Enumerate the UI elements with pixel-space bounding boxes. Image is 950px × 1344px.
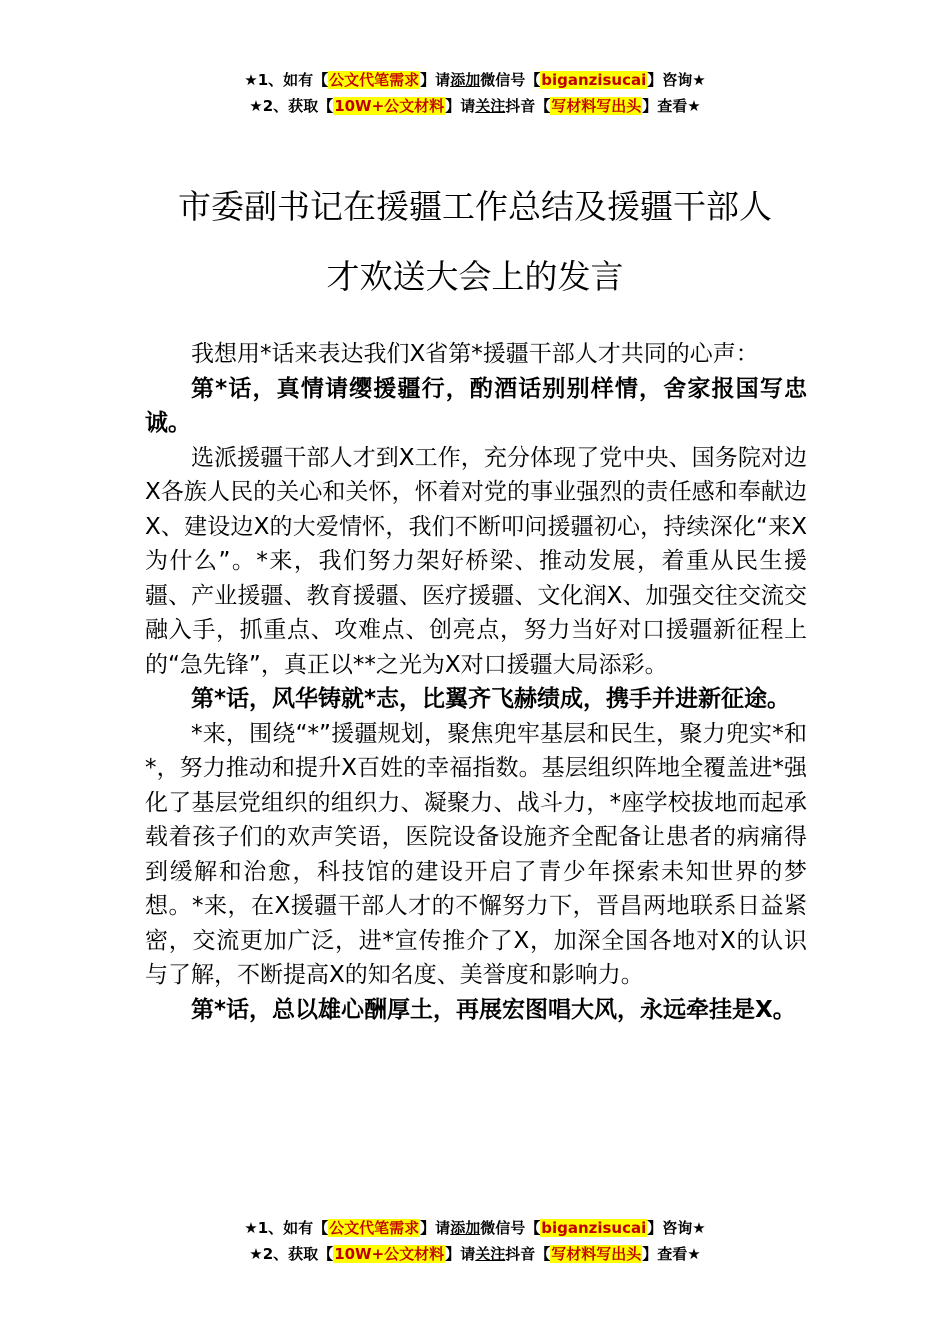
banner-text: 2、获取【 [262,97,334,115]
paragraph: 我想用*话来表达我们X省第*援疆干部人才共同的心声： [191,341,759,367]
highlight-wechat: biganzisucai [541,71,647,89]
highlight-material: 10W+公文材料 [334,97,445,115]
banner-text: 】请 [445,97,476,115]
banner-text: 微信号【 [480,1219,541,1237]
highlight-need: 公文代笔需求 [329,71,420,89]
banner-text: 1、如有【 [257,71,329,89]
underline-add: 添加 [450,71,481,89]
banner-text: 2、获取【 [262,1245,334,1263]
highlight-need: 公文代笔需求 [329,1219,420,1237]
star-icon: ★ [244,71,258,89]
document-title [140,172,810,312]
banner-text: 】请 [420,71,451,89]
banner-text: 1、如有【 [257,1219,329,1237]
banner-text: 微信号【 [480,71,541,89]
banner-text: 】咨询★ [647,1219,706,1237]
banner-line-1 [0,1215,950,1241]
highlight-material: 10W+公文材料 [334,1245,445,1263]
highlight-douyin: 写材料写出头 [551,97,642,115]
underline-follow: 关注 [475,1245,506,1263]
section-heading: 第*话，真情请缨援疆行，酌酒话别别样情，舍家报国写忠诚。 [145,375,807,436]
document-body [145,337,807,1027]
underline-add: 添加 [450,1219,481,1237]
banner-text: 】请 [420,1219,451,1237]
banner-line-2 [0,1241,950,1267]
highlight-douyin: 写材料写出头 [551,1245,642,1263]
star-icon: ★ [249,97,263,115]
title-line-2: 才欢送大会上的发言 [326,257,624,296]
paragraph: *来，围绕“*”援疆规划，聚焦兜牢基层和民生，聚力兜实*和*，努力推动和提升X百姓的幸福指数。基层组织阵地全覆盖进*强化了基层党组织的组织力、凝聚力、战斗力，*座学校拔地而起承载着孩子们的欢声笑语，医院设备设施齐全配备让患者的病痛得到缓解和治愈，科技馆的建设开启了青少年探索未知世界的梦想。*来，在X援疆干部人才的不懈努力下，晋昌两地联系日益紧密，交流更加广泛，进*宣传推介了X，加深全国各地对X的认识与了解，不断提高X的知名度、美誉度和影响力。 [145,720,807,988]
footer-ad-banner [0,1215,950,1267]
section-heading: 第*话，总以雄心酬厚土，再展宏图唱大风，永远牵挂是X。 [191,996,796,1023]
banner-line-1 [0,67,950,93]
banner-line-2 [0,93,950,119]
title-line-1: 市委副书记在援疆工作总结及援疆干部人 [178,187,772,226]
banner-text: 】咨询★ [647,71,706,89]
underline-follow: 关注 [475,97,506,115]
star-icon: ★ [244,1219,258,1237]
section-heading: 第*话，风华铸就*志，比翼齐飞赫绩成，携手并进新征途。 [191,686,791,712]
paragraph: 选派援疆干部人才到X工作，充分体现了党中央、国务院对边X各族人民的关心和关怀，怀着对党的事业强烈的责任感和奉献边X、建设边X的大爱情怀，我们不断叩问援疆初心，持续深化“来X为什么”。*来，我们努力架好桥梁、推动发展，着重从民生援疆、产业援疆、教育援疆、医疗援疆、文化润X、加强交往交流交融入手，抓重点、攻难点、创亮点，努力当好对口援疆新征程上的“急先锋”，真正以**之光为X对口援疆大局添彩。 [145,444,807,678]
banner-text: 】查看★ [642,97,701,115]
banner-text: 】查看★ [642,1245,701,1263]
header-ad-banner [0,67,950,119]
highlight-wechat: biganzisucai [541,1219,647,1237]
banner-text: 】请 [445,1245,476,1263]
banner-text: 抖音【 [505,97,551,115]
banner-text: 抖音【 [505,1245,551,1263]
star-icon: ★ [249,1245,263,1263]
